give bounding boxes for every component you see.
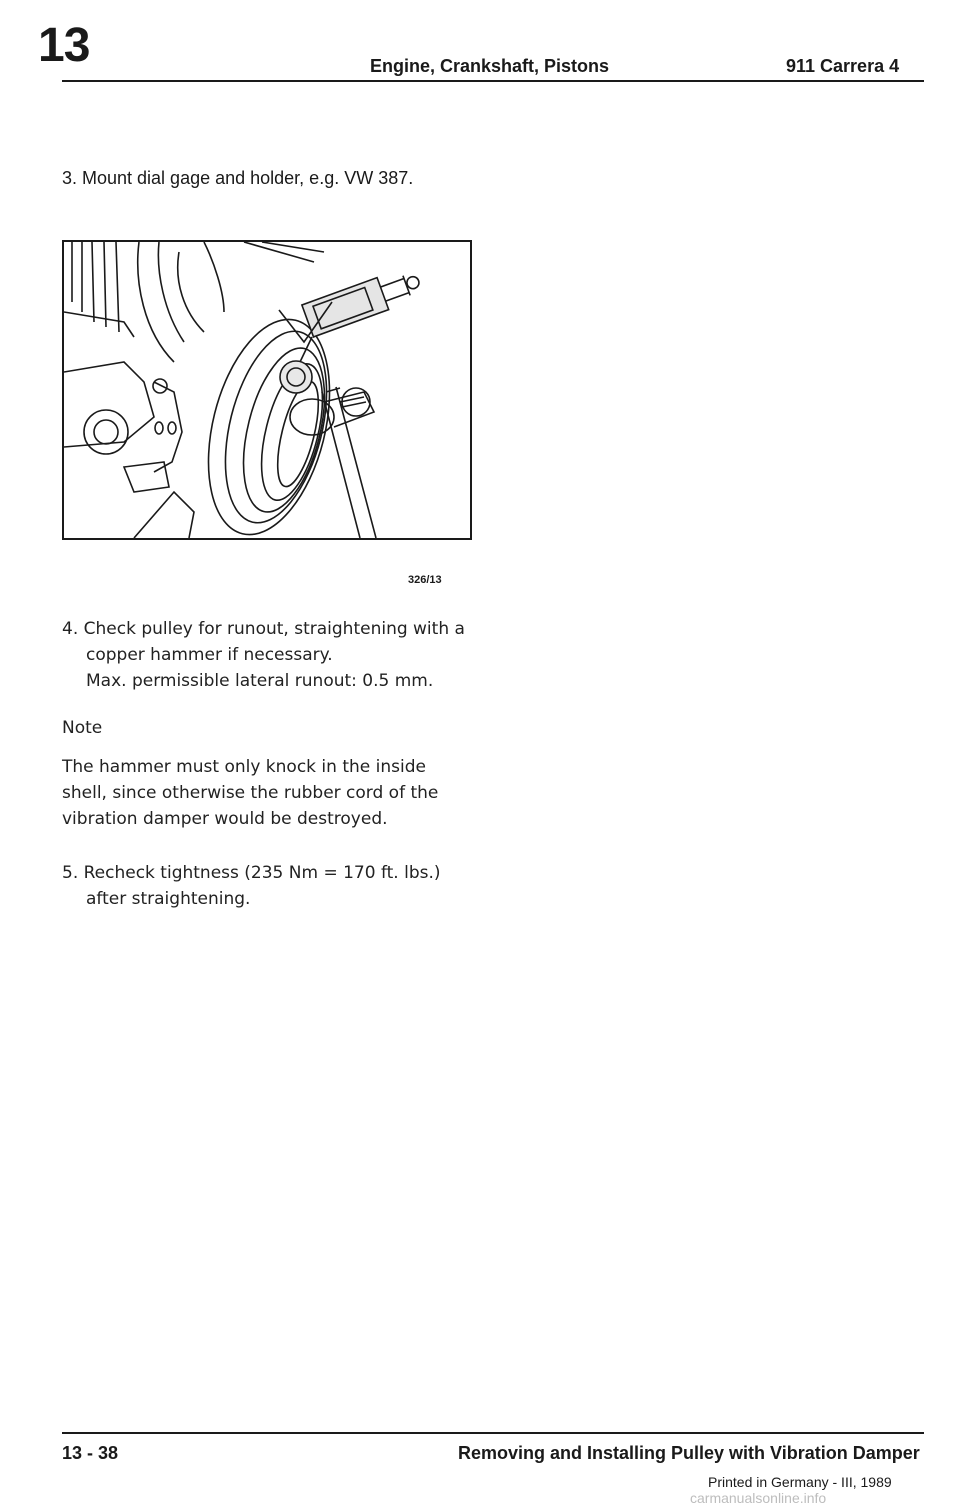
step-4-line-1: 4. Check pulley for runout, straightening with a: [62, 619, 465, 639]
figure-caption: 326/13: [408, 574, 442, 586]
step-3: 3. Mount dial gage and holder, e.g. VW 387.: [62, 168, 414, 188]
watermark: carmanualsonline.info: [690, 1490, 827, 1506]
step-4: [62, 616, 465, 694]
step-4-line-2: copper hammer if necessary.: [86, 645, 333, 665]
note-line-3: vibration damper would be destroyed.: [62, 809, 388, 829]
header-rule: [62, 80, 924, 82]
pulley-illustration: [64, 242, 470, 538]
note-line-1: The hammer must only knock in the inside: [62, 757, 426, 777]
note-line-2: shell, since otherwise the rubber cord of the: [62, 783, 439, 803]
step-5-line-1: 5. Recheck tightness (235 Nm = 170 ft. lbs.): [62, 863, 441, 883]
header-model: 911 Carrera 4: [786, 56, 900, 76]
footer-rule: [62, 1432, 924, 1434]
chapter-number: 13: [38, 19, 90, 72]
print-info: Printed in Germany - III, 1989: [708, 1474, 892, 1490]
pulley-dial-gauge-figure: [62, 240, 472, 540]
header-title: Engine, Crankshaft, Pistons: [370, 56, 610, 76]
note-body: [62, 754, 438, 832]
note-heading: Note: [62, 718, 103, 738]
section-title: Removing and Installing Pulley with Vibration Damper: [458, 1443, 920, 1463]
page-number: 13 - 38: [62, 1443, 119, 1463]
step-5-line-2: after straightening.: [86, 889, 251, 909]
step-4-line-3: Max. permissible lateral runout: 0.5 mm.: [86, 671, 434, 691]
step-5: [62, 860, 441, 912]
